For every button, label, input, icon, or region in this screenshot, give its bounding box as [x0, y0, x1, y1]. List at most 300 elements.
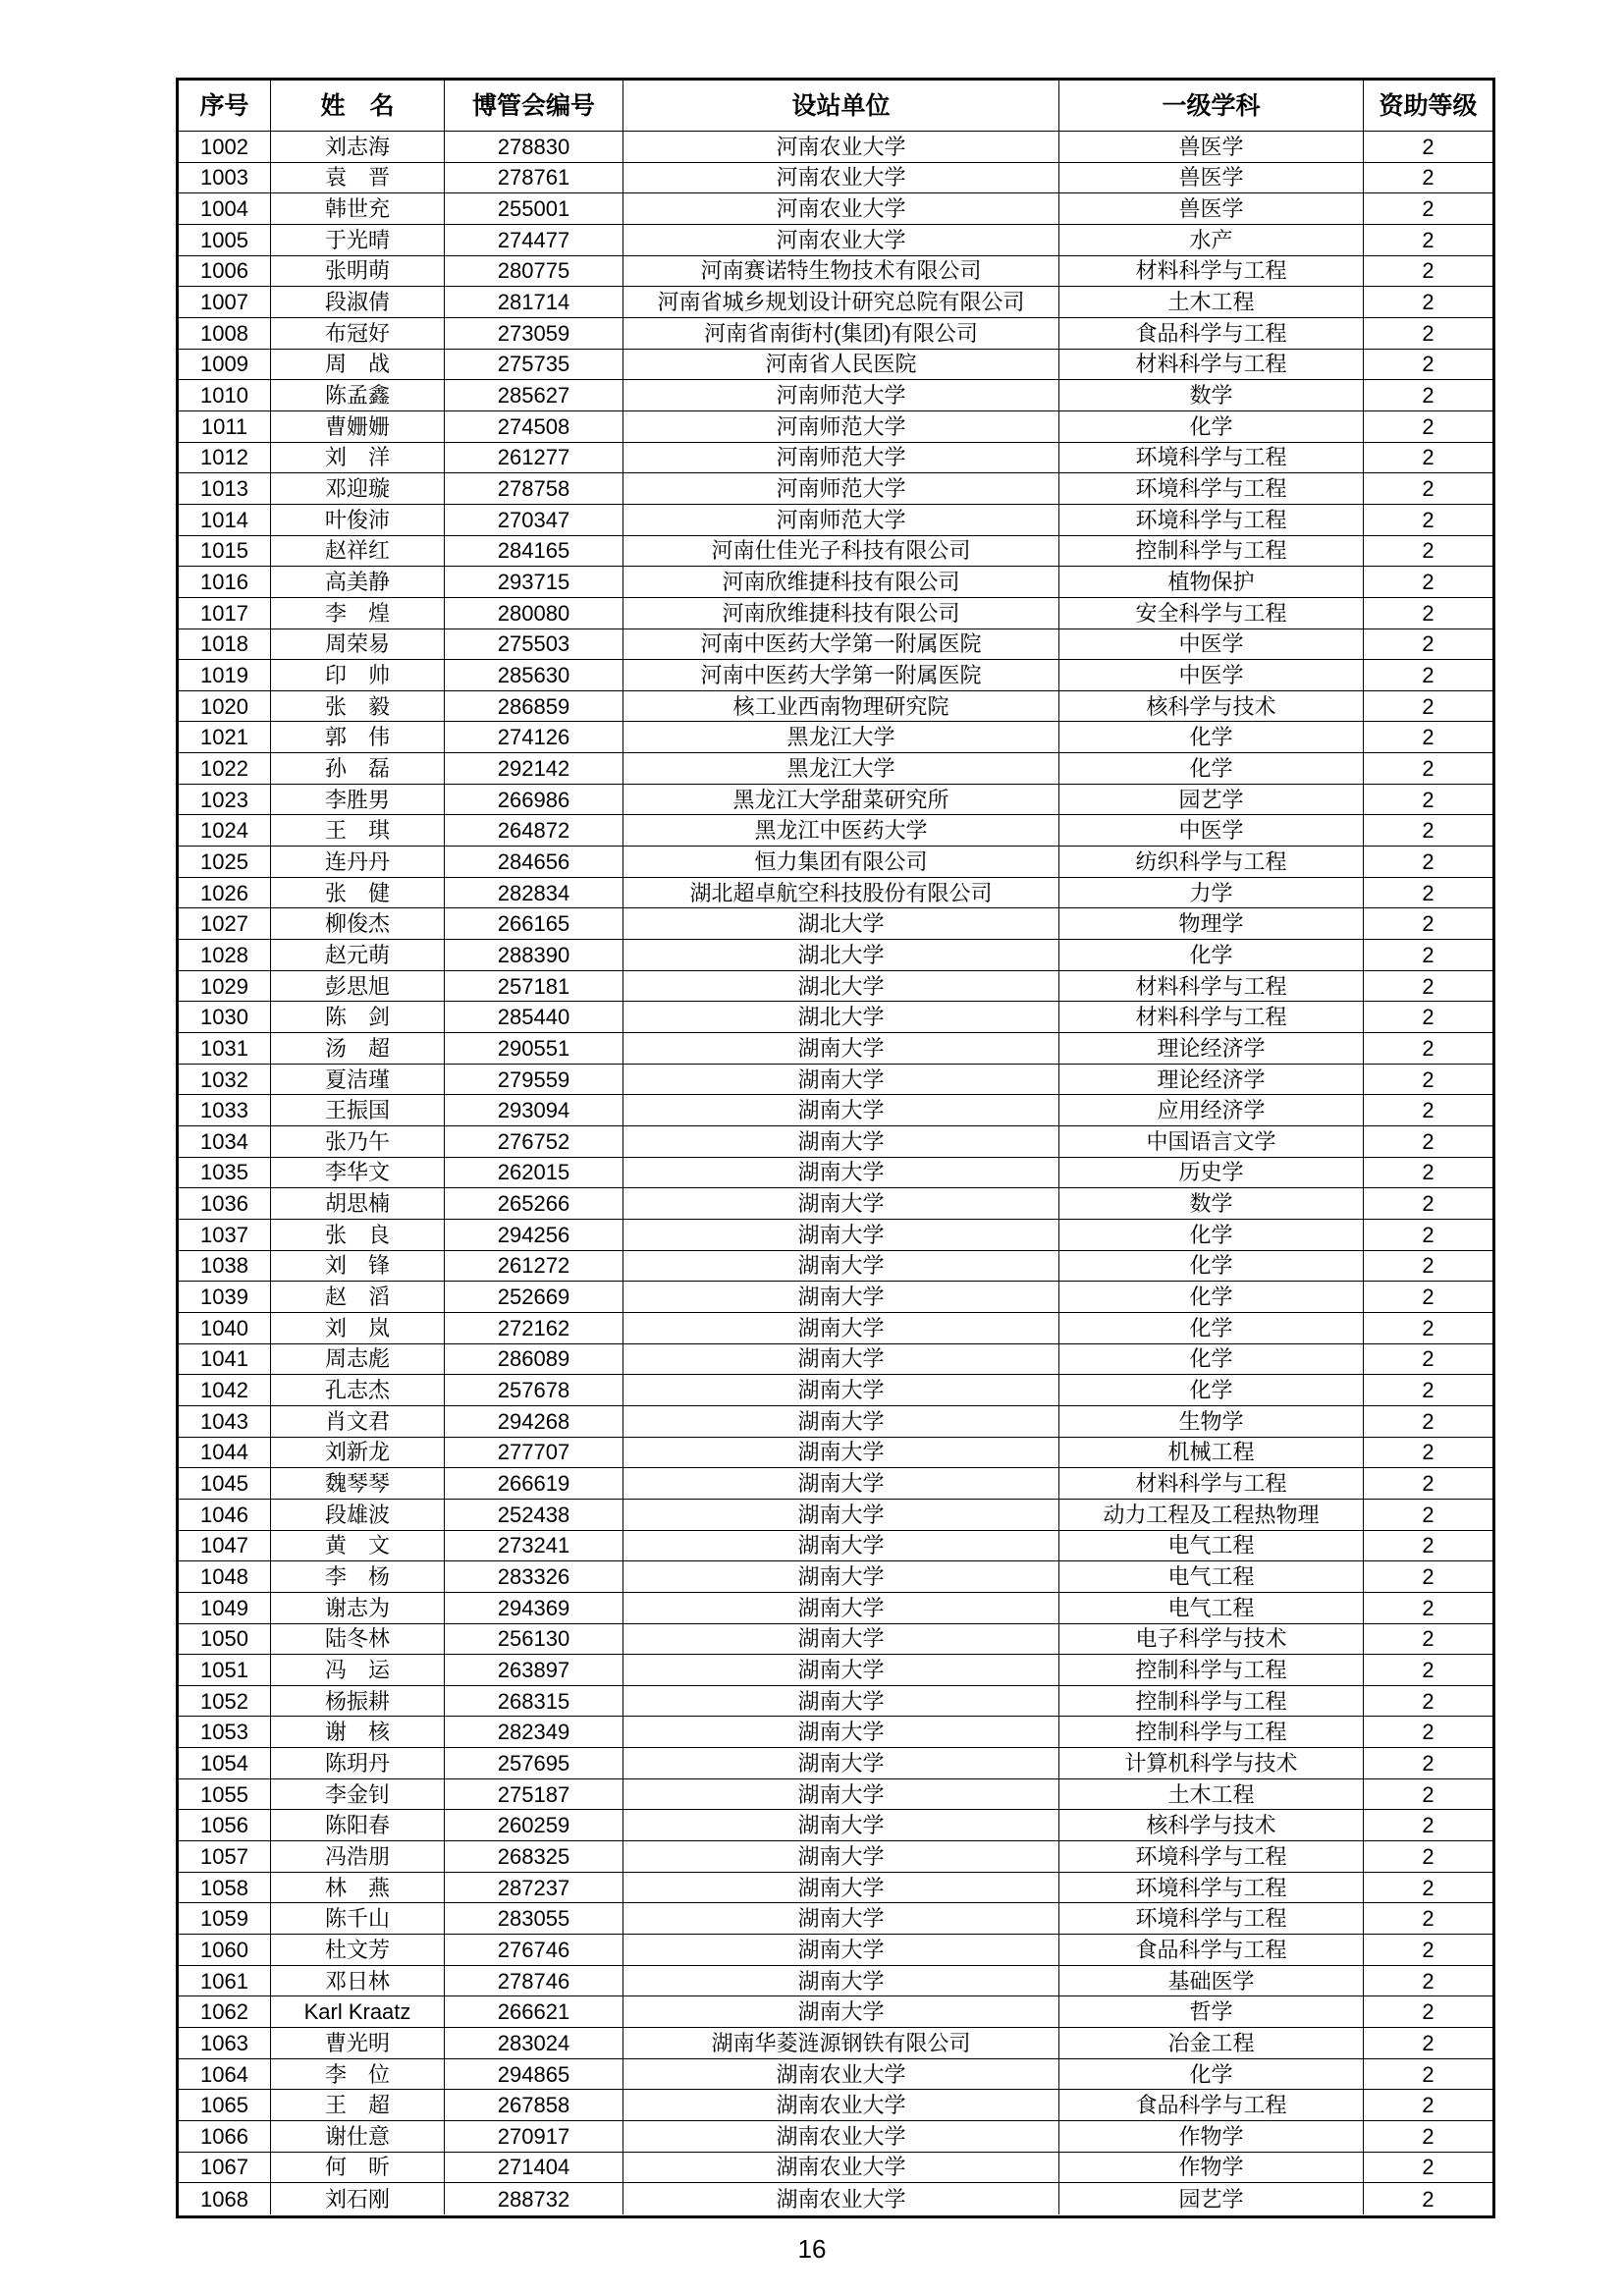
cell-seq: 1011 [179, 411, 271, 442]
table-row [179, 1188, 1492, 1220]
cell-discipline: 物理学 [1059, 908, 1364, 939]
cell-discipline: 环境科学与工程 [1059, 473, 1364, 504]
cell-seq: 1057 [179, 1841, 271, 1872]
cell-name: 李 煌 [271, 598, 445, 629]
cell-seq: 1020 [179, 691, 271, 722]
cell-station-unit: 湖南大学 [623, 1251, 1059, 1282]
cell-postdoc-id: 261272 [445, 1251, 623, 1282]
cell-station-unit: 河南中医药大学第一附属医院 [623, 629, 1059, 660]
cell-name: 连丹丹 [271, 847, 445, 877]
cell-name: 袁 晋 [271, 163, 445, 193]
table-row [179, 1095, 1492, 1126]
table-row [179, 598, 1492, 629]
cell-funding-grade: 2 [1422, 631, 1435, 657]
cell-funding-grade: 2 [1422, 1408, 1435, 1434]
cell-name: 韩世充 [271, 193, 445, 224]
cell-seq: 1014 [179, 505, 271, 535]
cell-seq: 1059 [179, 1903, 271, 1934]
cell-station-unit: 河南欣维捷科技有限公司 [623, 598, 1059, 629]
cell-postdoc-id: 290551 [445, 1033, 623, 1064]
cell-station-unit: 河南师范大学 [623, 505, 1059, 535]
cell-seq: 1004 [179, 193, 271, 224]
table-row [179, 1935, 1492, 1966]
cell-station-unit: 湖南大学 [623, 1468, 1059, 1499]
cell-name: 王振国 [271, 1095, 445, 1125]
table-row [179, 1251, 1492, 1283]
cell-discipline: 兽医学 [1059, 132, 1364, 162]
table-row [179, 350, 1492, 381]
cell-name: 高美静 [271, 567, 445, 597]
cell-discipline: 控制科学与工程 [1059, 536, 1364, 567]
cell-postdoc-id: 268325 [445, 1841, 623, 1872]
cell-seq: 1047 [179, 1531, 271, 1561]
cell-station-unit: 黑龙江中医药大学 [623, 815, 1059, 846]
cell-discipline: 应用经济学 [1059, 1095, 1364, 1125]
cell-funding-grade: 2 [1422, 538, 1435, 564]
cell-funding-grade: 2 [1422, 258, 1435, 284]
cell-seq: 1026 [179, 878, 271, 908]
cell-name: 冯 运 [271, 1655, 445, 1685]
cell-postdoc-id: 279559 [445, 1065, 623, 1095]
cell-name: 赵祥红 [271, 536, 445, 567]
cell-seq: 1051 [179, 1655, 271, 1685]
cell-seq: 1046 [179, 1500, 271, 1530]
cell-funding-grade: 2 [1422, 2155, 1435, 2180]
table-row [179, 380, 1492, 411]
cell-seq: 1041 [179, 1344, 271, 1375]
cell-discipline: 化学 [1059, 1251, 1364, 1282]
cell-seq: 1037 [179, 1220, 271, 1250]
cell-discipline: 环境科学与工程 [1059, 1873, 1364, 1903]
cell-postdoc-id: 275187 [445, 1779, 623, 1810]
cell-discipline: 纺织科学与工程 [1059, 847, 1364, 877]
cell-funding-grade: 2 [1422, 1595, 1435, 1620]
cell-seq: 1053 [179, 1717, 271, 1747]
cell-discipline: 作物学 [1059, 2153, 1364, 2183]
cell-postdoc-id: 264872 [445, 815, 623, 846]
cell-discipline: 冶金工程 [1059, 2028, 1364, 2058]
cell-postdoc-id: 294256 [445, 1220, 623, 1250]
cell-postdoc-id: 293094 [445, 1095, 623, 1125]
cell-discipline: 园艺学 [1059, 785, 1364, 815]
cell-name: 魏琴琴 [271, 1468, 445, 1499]
cell-funding-grade: 2 [1422, 787, 1435, 812]
cell-seq: 1015 [179, 536, 271, 567]
cell-postdoc-id: 286089 [445, 1344, 623, 1375]
cell-station-unit: 湖北大学 [623, 940, 1059, 970]
cell-seq: 1017 [179, 598, 271, 629]
cell-seq: 1033 [179, 1095, 271, 1125]
table-row [179, 1686, 1492, 1718]
cell-station-unit: 湖南农业大学 [623, 2090, 1059, 2120]
cell-station-unit: 湖南大学 [623, 1282, 1059, 1312]
cell-funding-grade: 2 [1422, 880, 1435, 905]
cell-station-unit: 河南仕佳光子科技有限公司 [623, 536, 1059, 567]
table-row [179, 971, 1492, 1003]
cell-station-unit: 湖南大学 [623, 1220, 1059, 1250]
cell-station-unit: 河南农业大学 [623, 193, 1059, 224]
table-row [179, 193, 1492, 225]
cell-funding-grade: 2 [1422, 1098, 1435, 1123]
cell-postdoc-id: 278758 [445, 473, 623, 504]
cell-station-unit: 河南省人民医院 [623, 350, 1059, 380]
cell-discipline: 电子科学与技术 [1059, 1624, 1364, 1655]
cell-funding-grade: 2 [1422, 2186, 1435, 2212]
table-row [179, 1468, 1492, 1500]
cell-station-unit: 湖南大学 [623, 1531, 1059, 1561]
cell-postdoc-id: 283326 [445, 1561, 623, 1592]
cell-name: 刘 岚 [271, 1313, 445, 1343]
table-row [179, 1126, 1492, 1158]
cell-postdoc-id: 282349 [445, 1717, 623, 1747]
table-row [179, 287, 1492, 318]
cell-funding-grade: 2 [1422, 1781, 1435, 1807]
table-row [179, 318, 1492, 350]
cell-postdoc-id: 293715 [445, 567, 623, 597]
table-row [179, 505, 1492, 536]
cell-funding-grade: 2 [1422, 196, 1435, 222]
cell-station-unit: 恒力集团有限公司 [623, 847, 1059, 877]
cell-postdoc-id: 273059 [445, 318, 623, 349]
cell-name: 谢仕意 [271, 2121, 445, 2152]
cell-station-unit: 湖南大学 [623, 1841, 1059, 1872]
cell-funding-grade: 2 [1422, 2030, 1435, 2055]
header-funding-grade: 资助等级 [1379, 91, 1478, 120]
cell-station-unit: 河南省城乡规划设计研究总院有限公司 [623, 287, 1059, 317]
cell-name: Karl Kraatz [271, 1996, 445, 2027]
cell-discipline: 食品科学与工程 [1059, 318, 1364, 349]
cell-seq: 1038 [179, 1251, 271, 1282]
cell-seq: 1048 [179, 1561, 271, 1592]
cell-station-unit: 湖南大学 [623, 1686, 1059, 1717]
table-row [179, 1996, 1492, 2028]
cell-discipline: 食品科学与工程 [1059, 2090, 1364, 2120]
cell-postdoc-id: 256130 [445, 1624, 623, 1655]
cell-discipline: 环境科学与工程 [1059, 443, 1364, 473]
cell-discipline: 化学 [1059, 411, 1364, 442]
cell-postdoc-id: 294268 [445, 1406, 623, 1437]
cell-name: 刘 洋 [271, 443, 445, 473]
cell-funding-grade: 2 [1422, 1128, 1435, 1154]
cell-station-unit: 湖南大学 [623, 1748, 1059, 1778]
cell-station-unit: 河南师范大学 [623, 411, 1059, 442]
cell-funding-grade: 2 [1422, 290, 1435, 315]
cell-postdoc-id: 292142 [445, 753, 623, 784]
cell-postdoc-id: 273241 [445, 1531, 623, 1561]
cell-funding-grade: 2 [1422, 693, 1435, 719]
cell-name: 李华文 [271, 1158, 445, 1188]
cell-funding-grade: 2 [1422, 320, 1435, 346]
cell-seq: 1002 [179, 132, 271, 162]
cell-station-unit: 湖南大学 [623, 1717, 1059, 1747]
cell-seq: 1056 [179, 1810, 271, 1840]
cell-station-unit: 河南农业大学 [623, 163, 1059, 193]
cell-name: 李 位 [271, 2059, 445, 2090]
cell-postdoc-id: 287237 [445, 1873, 623, 1903]
cell-discipline: 机械工程 [1059, 1438, 1364, 1468]
cell-funding-grade: 2 [1422, 1906, 1435, 1932]
cell-station-unit: 河南农业大学 [623, 225, 1059, 255]
cell-seq: 1066 [179, 2121, 271, 2152]
cell-station-unit: 湖南大学 [623, 1966, 1059, 1996]
table-row [179, 629, 1492, 661]
cell-name: 夏洁瑾 [271, 1065, 445, 1095]
cell-funding-grade: 2 [1422, 1222, 1435, 1247]
header-postdoc-id: 博管会编号 [445, 81, 623, 131]
cell-funding-grade: 2 [1422, 911, 1435, 937]
cell-station-unit: 湖南大学 [623, 1561, 1059, 1592]
cell-discipline: 化学 [1059, 1375, 1364, 1405]
cell-name: 张 良 [271, 1220, 445, 1250]
cell-station-unit: 湖南农业大学 [623, 2121, 1059, 2152]
cell-seq: 1036 [179, 1188, 271, 1219]
cell-station-unit: 湖南大学 [623, 1406, 1059, 1437]
cell-station-unit: 湖南农业大学 [623, 2059, 1059, 2090]
cell-funding-grade: 2 [1422, 1066, 1435, 1092]
cell-postdoc-id: 266619 [445, 1468, 623, 1499]
table-row [179, 411, 1492, 443]
cell-funding-grade: 2 [1422, 1378, 1435, 1403]
cell-funding-grade: 2 [1422, 1502, 1435, 1527]
cell-postdoc-id: 278746 [445, 1966, 623, 1996]
cell-seq: 1061 [179, 1966, 271, 1996]
cell-seq: 1064 [179, 2059, 271, 2090]
header-discipline: 一级学科 [1059, 81, 1364, 131]
table-row [179, 1282, 1492, 1313]
cell-discipline: 环境科学与工程 [1059, 1841, 1364, 1872]
cell-seq: 1062 [179, 1996, 271, 2027]
cell-name: 胡思楠 [271, 1188, 445, 1219]
cell-station-unit: 河南师范大学 [623, 380, 1059, 410]
table-row [179, 2153, 1492, 2184]
cell-seq: 1055 [179, 1779, 271, 1810]
cell-postdoc-id: 266621 [445, 1996, 623, 2027]
cell-discipline: 植物保护 [1059, 567, 1364, 597]
cell-station-unit: 河南农业大学 [623, 132, 1059, 162]
cell-discipline: 电气工程 [1059, 1531, 1364, 1561]
cell-name: 王 琪 [271, 815, 445, 846]
cell-postdoc-id: 262015 [445, 1158, 623, 1188]
cell-discipline: 化学 [1059, 1313, 1364, 1343]
table-row [179, 225, 1492, 256]
cell-name: 周荣易 [271, 629, 445, 660]
cell-name: 周志彪 [271, 1344, 445, 1375]
table-row [179, 1375, 1492, 1406]
cell-seq: 1039 [179, 1282, 271, 1312]
cell-postdoc-id: 283055 [445, 1903, 623, 1934]
cell-name: 段淑倩 [271, 287, 445, 317]
cell-seq: 1031 [179, 1033, 271, 1064]
cell-name: 张 健 [271, 878, 445, 908]
cell-discipline: 数学 [1059, 1188, 1364, 1219]
cell-funding-grade: 2 [1422, 1253, 1435, 1279]
table-row [179, 908, 1492, 940]
cell-postdoc-id: 284656 [445, 847, 623, 877]
cell-seq: 1021 [179, 722, 271, 752]
cell-station-unit: 黑龙江大学 [623, 753, 1059, 784]
cell-funding-grade: 2 [1422, 2123, 1435, 2149]
cell-station-unit: 黑龙江大学甜菜研究所 [623, 785, 1059, 815]
cell-name: 孔志杰 [271, 1375, 445, 1405]
cell-seq: 1019 [179, 660, 271, 690]
cell-name: 林 燕 [271, 1873, 445, 1903]
table-row [179, 878, 1492, 909]
cell-name: 冯浩朋 [271, 1841, 445, 1872]
cell-seq: 1007 [179, 287, 271, 317]
cell-station-unit: 湖南农业大学 [623, 2153, 1059, 2183]
table-row [179, 567, 1492, 598]
cell-name: 谢 核 [271, 1717, 445, 1747]
cell-funding-grade: 2 [1422, 227, 1435, 252]
table-row [179, 1593, 1492, 1624]
cell-seq: 1060 [179, 1935, 271, 1965]
cell-seq: 1065 [179, 2090, 271, 2120]
cell-postdoc-id: 267858 [445, 2090, 623, 2120]
cell-postdoc-id: 270347 [445, 505, 623, 535]
cell-name: 刘新龙 [271, 1438, 445, 1468]
cell-postdoc-id: 294865 [445, 2059, 623, 2090]
cell-discipline: 化学 [1059, 1220, 1364, 1250]
header-seq: 序号 [179, 81, 271, 131]
cell-funding-grade: 2 [1422, 1471, 1435, 1497]
cell-seq: 1054 [179, 1748, 271, 1778]
table-row [179, 473, 1492, 505]
cell-seq: 1034 [179, 1126, 271, 1157]
cell-postdoc-id: 268315 [445, 1686, 623, 1717]
cell-funding-grade: 2 [1422, 1937, 1435, 1962]
cell-station-unit: 湖南大学 [623, 1655, 1059, 1685]
table-row [179, 1033, 1492, 1065]
cell-funding-grade: 2 [1422, 1564, 1435, 1590]
cell-station-unit: 湖北大学 [623, 908, 1059, 939]
cell-name: 陈孟鑫 [271, 380, 445, 410]
cell-seq: 1023 [179, 785, 271, 815]
cell-postdoc-id: 283024 [445, 2028, 623, 2058]
table-row [179, 1406, 1492, 1438]
cell-seq: 1050 [179, 1624, 271, 1655]
table-row [179, 1841, 1492, 1873]
cell-postdoc-id: 280775 [445, 256, 623, 287]
table-row [179, 256, 1492, 288]
cell-station-unit: 湖南大学 [623, 1033, 1059, 1064]
cell-station-unit: 湖南大学 [623, 1375, 1059, 1405]
cell-name: 邓迎璇 [271, 473, 445, 504]
cell-station-unit: 湖南大学 [623, 1624, 1059, 1655]
cell-funding-grade: 2 [1422, 1315, 1435, 1340]
cell-seq: 1029 [179, 971, 271, 1002]
cell-name: 杜文芳 [271, 1935, 445, 1965]
header-station-unit: 设站单位 [623, 81, 1059, 131]
cell-discipline: 兽医学 [1059, 193, 1364, 224]
cell-name: 李胜男 [271, 785, 445, 815]
cell-station-unit: 湖南大学 [623, 1313, 1059, 1343]
cell-seq: 1035 [179, 1158, 271, 1188]
cell-funding-grade: 2 [1422, 1191, 1435, 1217]
cell-funding-grade: 2 [1422, 973, 1435, 999]
cell-name: 张 毅 [271, 691, 445, 722]
cell-discipline: 电气工程 [1059, 1561, 1364, 1592]
cell-postdoc-id: 261277 [445, 443, 623, 473]
cell-seq: 1032 [179, 1065, 271, 1095]
cell-discipline: 化学 [1059, 2059, 1364, 2090]
cell-funding-grade: 2 [1422, 1688, 1435, 1714]
cell-name: 布冠好 [271, 318, 445, 349]
cell-discipline: 环境科学与工程 [1059, 505, 1364, 535]
cell-funding-grade: 2 [1422, 413, 1435, 439]
cell-seq: 1003 [179, 163, 271, 193]
cell-funding-grade: 2 [1422, 1005, 1435, 1030]
cell-station-unit: 河南师范大学 [623, 473, 1059, 504]
cell-discipline: 化学 [1059, 940, 1364, 970]
cell-postdoc-id: 270917 [445, 2121, 623, 2152]
cell-discipline: 控制科学与工程 [1059, 1686, 1364, 1717]
table-header-row [179, 81, 1492, 132]
cell-discipline: 历史学 [1059, 1158, 1364, 1188]
table-row [179, 691, 1492, 723]
cell-name: 曹光明 [271, 2028, 445, 2058]
cell-seq: 1042 [179, 1375, 271, 1405]
table-row [179, 1500, 1492, 1531]
cell-funding-grade: 2 [1422, 1035, 1435, 1061]
cell-funding-grade: 2 [1422, 755, 1435, 781]
cell-name: 李 杨 [271, 1561, 445, 1592]
table-row [179, 2121, 1492, 2153]
table-row [179, 847, 1492, 878]
cell-name: 陈千山 [271, 1903, 445, 1934]
cell-postdoc-id: 284165 [445, 536, 623, 567]
cell-funding-grade: 2 [1422, 1813, 1435, 1838]
table-row [179, 1717, 1492, 1748]
funding-list-table [176, 78, 1495, 2218]
table-row [179, 753, 1492, 785]
cell-postdoc-id: 272162 [445, 1313, 623, 1343]
cell-discipline: 园艺学 [1059, 2183, 1364, 2214]
table-row [179, 940, 1492, 971]
cell-name: 柳俊杰 [271, 908, 445, 939]
cell-station-unit: 湖南大学 [623, 1188, 1059, 1219]
cell-station-unit: 湖南大学 [623, 1810, 1059, 1840]
cell-station-unit: 湖南大学 [623, 1438, 1059, 1468]
cell-funding-grade: 2 [1422, 1626, 1435, 1652]
cell-funding-grade: 2 [1422, 1999, 1435, 2025]
cell-seq: 1068 [179, 2183, 271, 2214]
cell-seq: 1022 [179, 753, 271, 784]
cell-station-unit: 湖南华菱涟源钢铁有限公司 [623, 2028, 1059, 2058]
cell-discipline: 化学 [1059, 1344, 1364, 1375]
cell-name: 赵 滔 [271, 1282, 445, 1312]
cell-station-unit: 湖南大学 [623, 1095, 1059, 1125]
cell-station-unit: 湖南大学 [623, 1500, 1059, 1530]
cell-funding-grade: 2 [1422, 445, 1435, 470]
cell-funding-grade: 2 [1422, 507, 1435, 532]
cell-discipline: 基础医学 [1059, 1966, 1364, 1996]
cell-funding-grade: 2 [1422, 1875, 1435, 1900]
cell-funding-grade: 2 [1422, 942, 1435, 967]
cell-station-unit: 湖南大学 [623, 1158, 1059, 1188]
table-row [179, 163, 1492, 194]
cell-seq: 1018 [179, 629, 271, 660]
cell-name: 邓日林 [271, 1966, 445, 1996]
cell-discipline: 理论经济学 [1059, 1033, 1364, 1064]
cell-postdoc-id: 281714 [445, 287, 623, 317]
cell-name: 陈阳春 [271, 1810, 445, 1840]
cell-seq: 1010 [179, 380, 271, 410]
table-row [179, 2059, 1492, 2091]
table-row [179, 785, 1492, 816]
cell-station-unit: 湖北大学 [623, 1002, 1059, 1032]
cell-discipline: 化学 [1059, 722, 1364, 752]
table-row [179, 536, 1492, 568]
